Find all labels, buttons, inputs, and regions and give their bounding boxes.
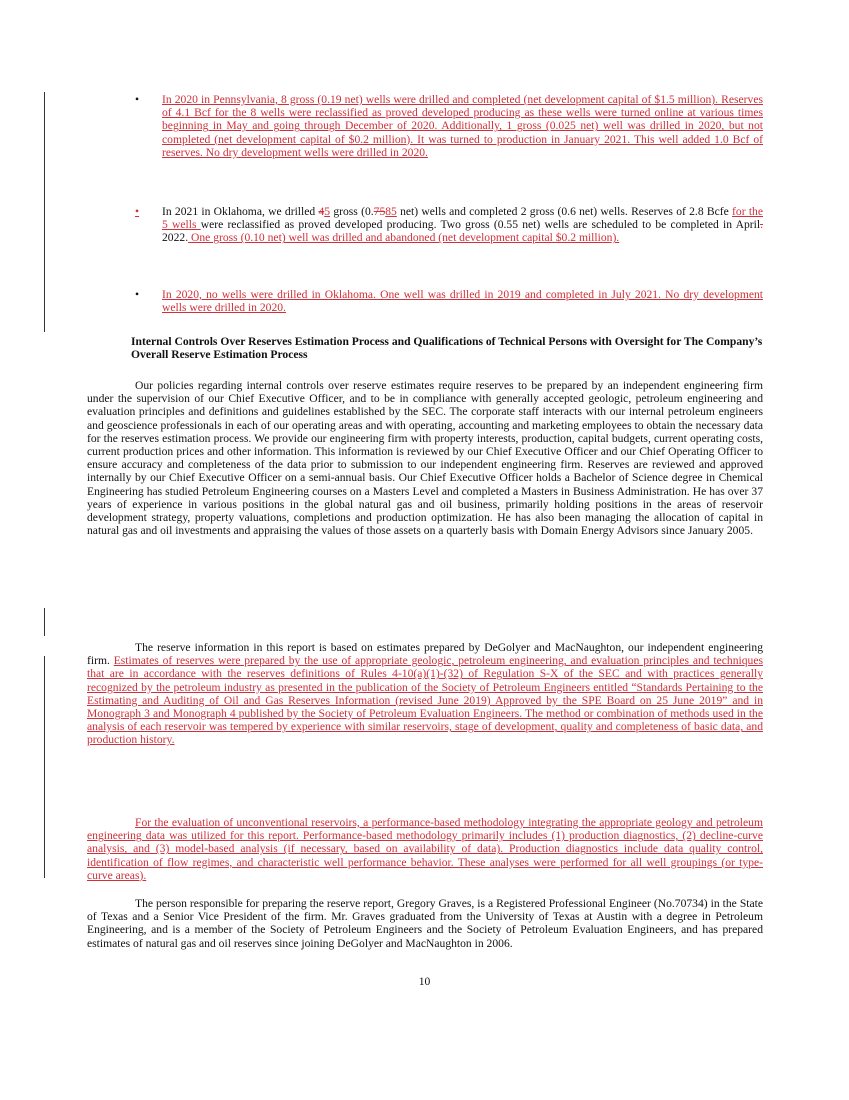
- bullet-icon: •: [135, 288, 140, 301]
- bullet-list: [131, 288, 763, 314]
- paragraph-reserve-information: The reserve information in this report is based on estimates prepared by DeGolyer and MacNaughton, our independent engineering firm. Estimates of reserves were prepared by the use of appropriate geologic, petroleum engineering, and evaluation principles and techniques that are in accordance with the reserves definitions of Rules 4-10(a)(1)-(32) of Regulation S-X of the SEC and with practices generally recognized by the petroleum industry as presented in the publication of the Society of Petroleum Engineers entitled “Standards Pertaining to the Estimating and Auditing of Oil and Gas Reserves Information (revised June 2019) Approved by the SPE Board on 25 June 2019” and in Monograph 3 and Monograph 4 published by the Society of Petroleum Evaluation Engineers. The method or combination of methods used in the analysis of each reservoir was tempered by experience with similar reservoirs, stage of development, quality and completeness of basic data, and production history.: [87, 641, 763, 747]
- bullet-item-pennsylvania: [131, 93, 763, 159]
- paragraph-internal-controls: Our policies regarding internal controls over reserve estimates require reserves to be prepared by an independent engineering firm under the supervision of our Chief Executive Officer, and to be in compliance with generally accepted geologic, petroleum engineering and evaluation principles and definitions and guidelines established by the SEC. The corporate staff interacts with our internal petroleum engineers and geoscience professionals in each of our operating areas and with operating, accounting and marketing employees to obtain the necessary data for the reserves estimation process. We provide our engineering firm with property interests, production, capital budgets, current operating costs, current production prices and other information. This information is reviewed by our Chief Executive Officer and our Chief Operating Officer to ensure accuracy and completeness of the data prior to submission to our independent engineering firm. Reserves are reviewed and approved internally by our Chief Executive Officer on a semi-annual basis. Our Chief Executive Officer holds a Bachelor of Science degree in Chemical Engineering has studied Petroleum Engineering courses on a Masters Level and completed a Masters in Business Administration. He has over 37 years of experience in various positions in the global natural gas and oil business, primarily holding positions in the areas of reservoir development strategy, property valuations, completions and production optimization. He has also been managing the allocation of capital in natural gas and oil investments and appraising the values of those assets on a quarterly basis with Domain Energy Advisors since January 2005.: [87, 379, 763, 538]
- paragraph-unconventional-reservoirs: [87, 816, 763, 882]
- change-bar: [44, 92, 45, 332]
- section-heading: Internal Controls Over Reserves Estimation Process and Qualifications of Technical Persons with Oversight for The Company’s Overall Reserve Estimation Process: [131, 335, 763, 362]
- bullet-item-oklahoma-2021: • In 2021 in Oklahoma, we drilled 45 gross (0.7585 net) wells and completed 2 gross (0.6 net) wells. Reserves of 2.8 Bcfe for the 5 wells were reclassified as proved developed producing. Two gross (0.55 net) wells are scheduled to be completed in April. 2022. One gross (0.10 net) well was drilled and abandoned (net development capital $0.2 million).: [135, 205, 763, 245]
- bullet-icon: •: [135, 93, 140, 106]
- bullet-item-oklahoma-2020: [131, 288, 763, 314]
- inserted-text: For the evaluation of unconventional reservoirs, a performance-based methodology integrating the appropriate geology and petroleum engineering data was utilized for this report. Performance-based methodology primarily includes (1) production diagnostics, (2) decline-curve analysis, and (3) model-based analysis (if necessary, based on availability of data). Production diagnostics include data quality control, identification of flow regimes, and characteristic well performance behavior. These analyses were performed for all well groupings (or type-curve areas).: [87, 816, 763, 882]
- bullet-icon: •: [135, 205, 140, 218]
- bullet-list: [131, 93, 763, 159]
- paragraph-responsible-person: The person responsible for preparing the reserve report, Gregory Graves, is a Registered Professional Engineer (No.70734) in the State of Texas and a Senior Vice President of the firm. Mr. Graves graduated from the University of Texas at Austin with a degree in Petroleum Engineering, and is a member of the Society of Petroleum Engineers and the Society of Petroleum Evaluation Engineers, and has prepared estimates of natural gas and oil reserves since joining DeGolyer and MacNaughton in 2006.: [87, 897, 763, 950]
- inserted-text: In 2020, no wells were drilled in Oklahoma. One well was drilled in 2019 and completed in July 2021. No dry development wells were drilled in 2020.: [162, 288, 763, 315]
- inserted-text: In 2020 in Pennsylvania, 8 gross (0.19 net) wells were drilled and completed (net development capital of $1.5 million). Reserves of 4.1 Bcf for the 8 wells were reclassified as proved developed producing as these wells were turned online at various times beginning in May and going through December of 2020. Additionally, 1 gross (0.025 net) well was drilled in 2020, but not completed (net development capital of $0.2 million). It was turned to production in January 2021. This well added 1.0 Bcf of reserves. No dry development wells were drilled in 2020.: [162, 93, 763, 159]
- change-bar: [44, 608, 45, 636]
- change-bar: [44, 656, 45, 878]
- page-number: 10: [418, 975, 431, 988]
- bullet-list: [131, 205, 763, 245]
- inserted-text: Estimates of reserves were prepared by the use of appropriate geologic, petroleum engineering, and evaluation principles and techniques that are in accordance with the reserves definitions of Rules 4-10(a)(1)-(32) of Regulation S-X of the SEC and with practices generally recognized by the petroleum industry as presented in the publication of the Society of Petroleum Engineers entitled “Standards Pertaining to the Estimating and Auditing of Oil and Gas Reserves Information (revised June 2019) Approved by the SPE Board on 25 June 2019” and in Monograph 3 and Monograph 4 published by the Society of Petroleum Evaluation Engineers. The method or combination of methods used in the analysis of each reservoir was tempered by experience with similar reservoirs, stage of development, quality and completeness of basic data, and production history.: [87, 654, 763, 747]
